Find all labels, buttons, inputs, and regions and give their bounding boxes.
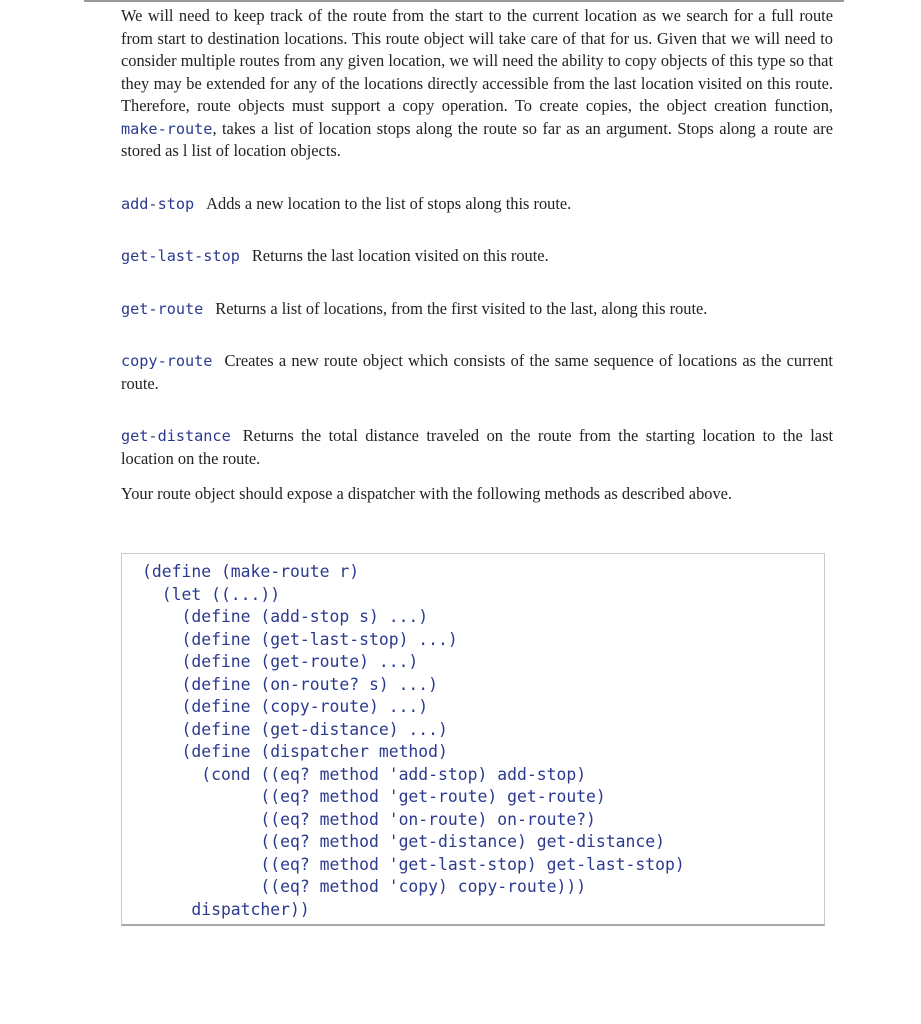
method-name: get-last-stop (121, 247, 240, 265)
code-line: (define (copy-route) ...) (142, 697, 429, 716)
method-item-get-last-stop (121, 245, 833, 268)
make-route-term: make-route (121, 119, 213, 138)
method-name: add-stop (121, 194, 195, 213)
top-divider (84, 0, 844, 2)
method-item-get-distance (121, 425, 833, 470)
method-item-get-route (121, 298, 833, 321)
code-line: (define (get-last-stop) ...) (142, 629, 458, 649)
method-item-add-stop (121, 193, 833, 216)
method-description: Returns the last location visited on this route. (251, 246, 549, 265)
intro-text-before: We will need to keep track of the route from the start to the current location as we search for a full route from start to destination locations. This route object will take care of that for us. Given that we will need to consider multiple routes from any given location, we will need the ability to copy objects of this type so that they may be extended for any of the locations directly accessible from the last location visited on this route. Therefore, route objects must support a copy operation. To create copies, the object creation function, (121, 6, 833, 115)
method-description: Creates a new route object which consists of the same sequence of locations as the current route. (121, 351, 833, 393)
code-line: ((eq? method 'on-route) on-route?) (142, 809, 596, 829)
code-line: ((eq? method 'get-route) get-route) (142, 787, 606, 806)
code-listing-box (121, 553, 825, 926)
dispatcher-paragraph: Your route object should expose a dispatcher with the following methods as described above. (121, 484, 733, 503)
method-name: get-distance (121, 427, 231, 445)
code-line: (define (add-stop s) ...) (142, 607, 429, 626)
code-line: (cond ((eq? method 'add-stop) add-stop) (142, 764, 587, 784)
method-description: Returns a list of locations, from the first visited to the last, along this route. (215, 298, 708, 318)
code-line: ((eq? method 'copy) copy-route))) (142, 877, 587, 896)
method-item-copy-route (121, 350, 833, 395)
code-line: ((eq? method 'get-last-stop) get-last-stop) (142, 854, 685, 874)
method-description: Returns the total distance traveled on the route from the starting location to the last location on the route. (121, 426, 833, 468)
intro-paragraph (121, 5, 833, 163)
code-line: (define (on-route? s) ...) (142, 674, 439, 694)
method-name: get-route (121, 299, 204, 318)
code-line: (define (dispatcher method) (142, 742, 448, 761)
code-line: (define (make-route r) (142, 562, 360, 581)
code-line: dispatcher)) (142, 899, 310, 919)
method-description: Adds a new location to the list of stops along this route. (206, 193, 572, 213)
code-line: (let ((...)) (142, 584, 281, 604)
code-line: (define (get-distance) ...) (142, 719, 448, 739)
code-line: ((eq? method 'get-distance) get-distance) (142, 832, 666, 851)
document-body (121, 5, 833, 506)
code-line: (define (get-route) ...) (142, 652, 419, 671)
code-listing (142, 561, 685, 921)
intro-text-after: , takes a list of location stops along the route so far as an argument. Stops along a route are stored as l list of location objects. (121, 118, 833, 160)
method-name: copy-route (121, 352, 213, 370)
